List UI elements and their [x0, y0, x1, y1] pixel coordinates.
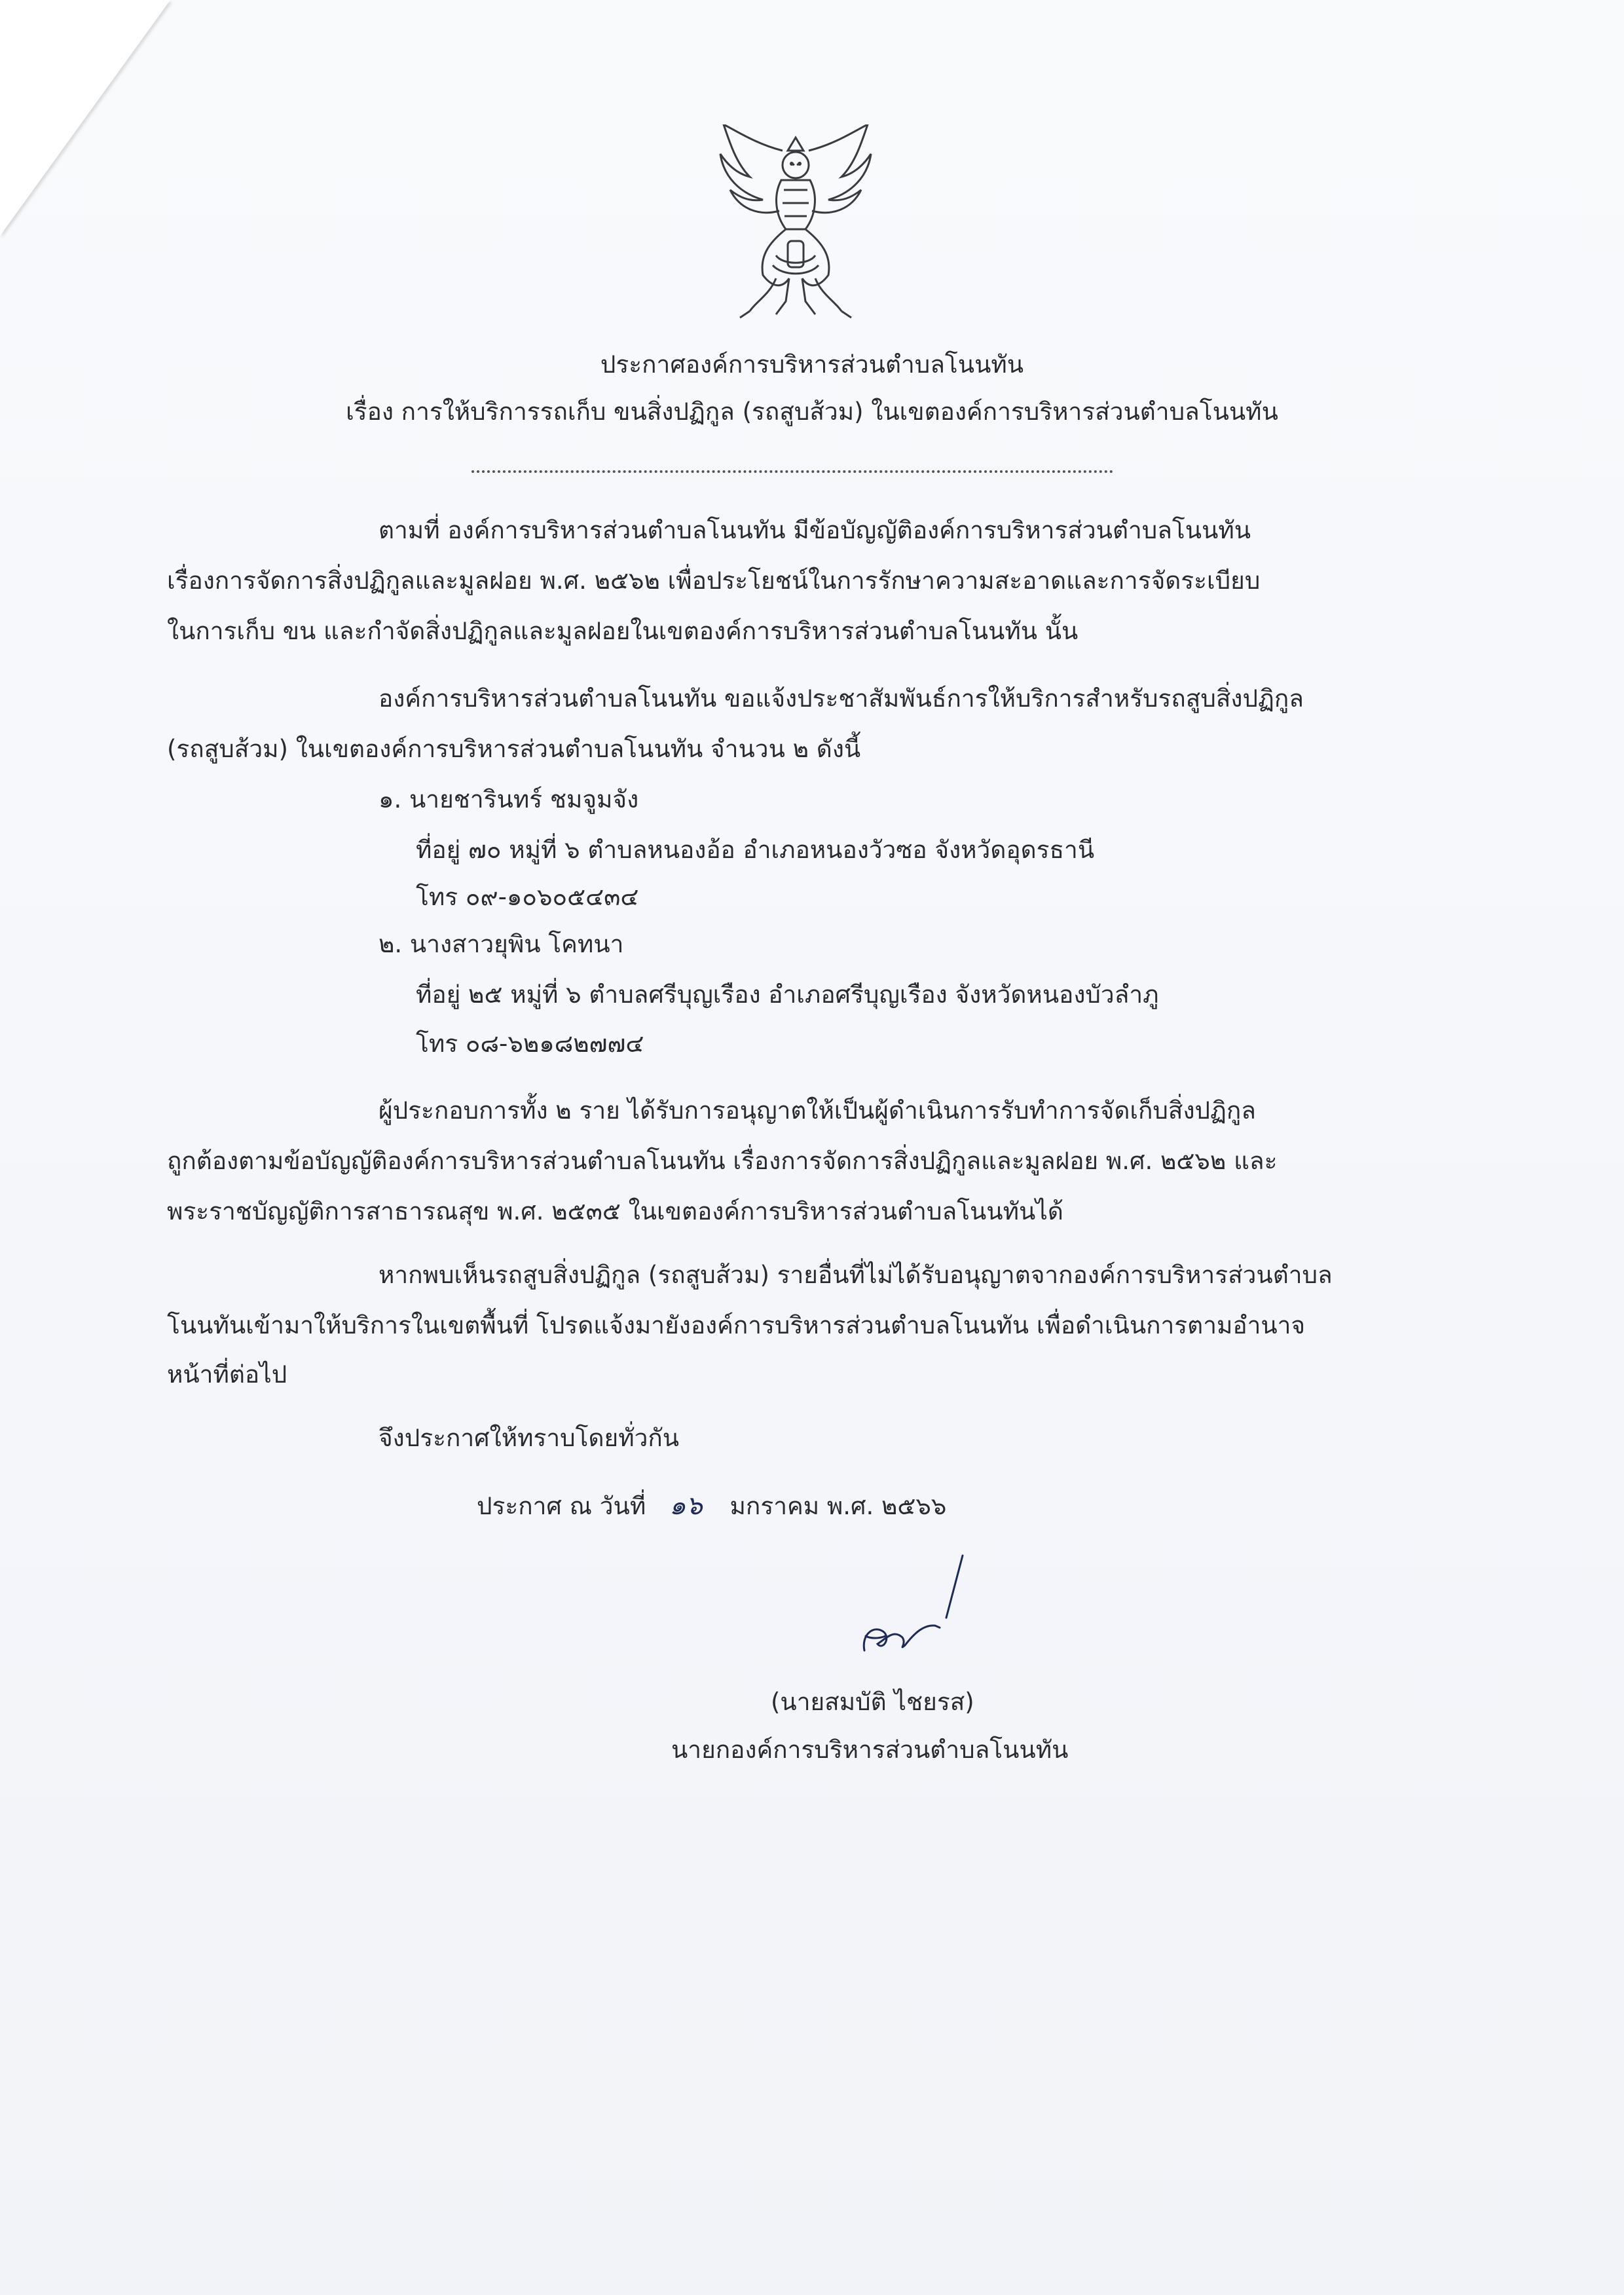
provider-1-phone: โทร ๐๙-๑๐๖๐๕๔๓๔: [416, 883, 639, 911]
signature-icon: [825, 1552, 1022, 1657]
para2-line1: องค์การบริหารส่วนตำบลโนนทัน ขอแจ้งประชาสัมพันธ์การให้บริการสำหรับรถสูบสิ่งปฏิกูล: [378, 684, 1304, 713]
para1-line3: ในการเก็บ ขน และกำจัดสิ่งปฏิกูลและมูลฝอยในเขตองค์การบริหารส่วนตำบลโนนทัน นั้น: [167, 617, 1079, 645]
announcement-title: ประกาศองค์การบริหารส่วนตำบลโนนทัน: [600, 350, 1024, 379]
para4-line1: หากพบเห็นรถสูบสิ่งปฏิกูล (รถสูบส้วม) รายอื่นที่ไม่ได้รับอนุญาตจากองค์การบริหารส่วนตำบล: [378, 1261, 1333, 1289]
provider-2-address: ที่อยู่ ๒๕ หมู่ที่ ๖ ตำบลศรีบุญเรือง อำเภอศรีบุญเรือง จังหวัดหนองบัวลำภู: [416, 980, 1159, 1009]
garuda-emblem-icon: [710, 124, 881, 321]
provider-1-name: ๑. นายชารินทร์ ชมจูมจัง: [378, 785, 639, 813]
provider-1-address: ที่อยู่ ๗๐ หมู่ที่ ๖ ตำบลหนองอ้อ อำเภอหนองวัวซอ จังหวัดอุดรธานี: [416, 836, 1095, 864]
provider-2-name: ๒. นางสาวยุพิน โคทนา: [378, 930, 624, 958]
announcement-date: [477, 1490, 946, 1521]
date-prefix: ประกาศ ณ วันที่: [477, 1492, 646, 1520]
signatory-position: นายกองค์การบริหารส่วนตำบลโนนทัน: [671, 1736, 1069, 1764]
folded-corner: [0, 0, 170, 236]
para4-line3: หน้าที่ต่อไป: [167, 1360, 287, 1389]
date-day-handwritten: ๑๖: [669, 1491, 703, 1521]
date-month-year: มกราคม พ.ศ. ๒๕๖๖: [729, 1492, 947, 1520]
signatory-name: (นายสมบัติ ไชยรส): [771, 1688, 974, 1716]
provider-2-phone: โทร ๐๘-๖๒๑๘๒๗๗๔: [416, 1030, 644, 1058]
para3-line1: ผู้ประกอบการทั้ง ๒ ราย ได้รับการอนุญาตให้เป็นผู้ดำเนินการรับทำการจัดเก็บสิ่งปฏิกูล: [378, 1096, 1256, 1125]
para3-line2: ถูกต้องตามข้อบัญญัติองค์การบริหารส่วนตำบลโนนทัน เรื่องการจัดการสิ่งปฏิกูลและมูลฝอย พ.ศ. ๒๕๖๒ และ: [167, 1147, 1278, 1175]
para2-line2: (รถสูบส้วม) ในเขตองค์การบริหารส่วนตำบลโนนทัน จำนวน ๒ ดังนี้: [167, 735, 861, 763]
para3-line3: พระราชบัญญัติการสาธารณสุข พ.ศ. ๒๕๓๕ ในเขตองค์การบริหารส่วนตำบลโนนทันได้: [167, 1197, 1063, 1225]
para4-line2: โนนทันเข้ามาให้บริการในเขตพื้นที่ โปรดแจ้งมายังองค์การบริหารส่วนตำบลโนนทัน เพื่อดำเนินการตามอำนาจ: [167, 1311, 1306, 1339]
para1-line2: เรื่องการจัดการสิ่งปฏิกูลและมูลฝอย พ.ศ. ๒๕๖๒ เพื่อประโยชน์ในการรักษาความสะอาดและการจัดระเบียบ: [167, 567, 1261, 595]
para1-line1: ตามที่ องค์การบริหารส่วนตำบลโนนทัน มีข้อบัญญัติองค์การบริหารส่วนตำบลโนนทัน: [378, 516, 1251, 544]
dotted-divider: [471, 470, 1113, 473]
announcement-subject: เรื่อง การให้บริการรถเก็บ ขนสิ่งปฏิกูล (รถสูบส้วม) ในเขตองค์การบริหารส่วนตำบลโนนทัน: [346, 398, 1278, 426]
announce-line: จึงประกาศให้ทราบโดยทั่วกัน: [378, 1424, 680, 1452]
